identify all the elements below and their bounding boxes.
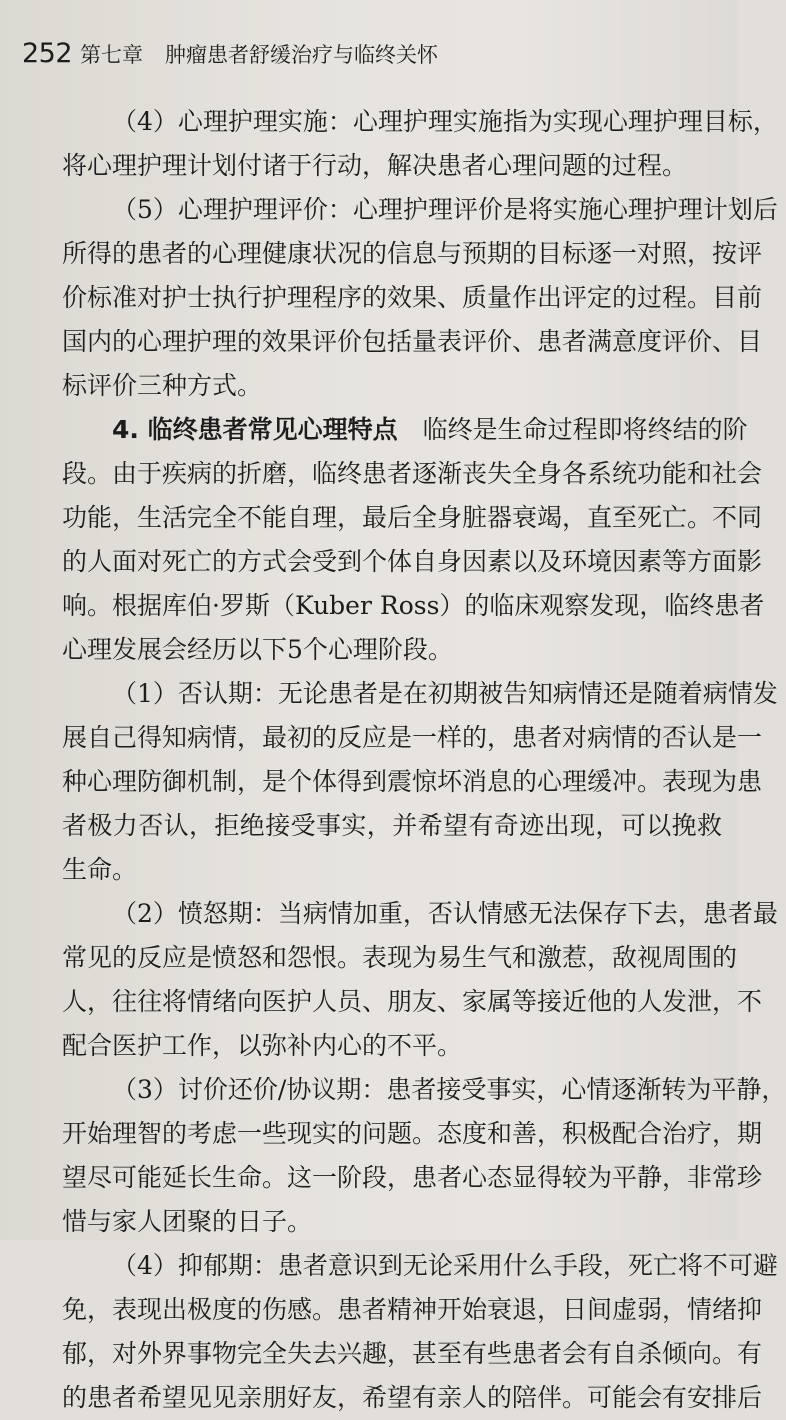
text-line — [62, 1200, 722, 1244]
text-line — [62, 100, 778, 144]
line-text: 生命。 — [62, 855, 138, 884]
text-line — [62, 188, 778, 232]
text-line — [62, 848, 722, 892]
line-text: 望尽可能延长生命。这一阶段，患者心态显得较为平静，非常珍 — [62, 1163, 763, 1192]
line-text: 郁，对外界事物完全失去兴趣，甚至有些患者会有自杀倾向。有 — [62, 1339, 763, 1368]
line-text: 所得的患者的心理健康状况的信息与预期的目标逐一对照，按评 — [62, 239, 763, 268]
line-text: 将心理护理计划付诸于行动，解决患者心理问题的过程。 — [62, 151, 688, 180]
line-text: 响。根据库伯·罗斯（Kuber Ross）的临床观察发现，临终患者 — [62, 591, 765, 620]
text-line — [62, 892, 778, 936]
line-text: 人，往往将情绪向医护人员、朋友、家属等接近他的人发泄，不 — [62, 987, 763, 1016]
running-header — [22, 38, 438, 78]
line-text: 段。由于疾病的折磨，临终患者逐渐丧失全身各系统功能和社会 — [62, 459, 763, 488]
line-text: 的人面对死亡的方式会受到个体自身因素以及环境因素等方面影 — [62, 547, 763, 576]
text-line — [62, 232, 763, 276]
text-line — [62, 804, 722, 848]
line-text: 惜与家人团聚的日子。 — [62, 1207, 313, 1236]
text-line — [62, 1288, 763, 1332]
line-text: （1）否认期：无论患者是在初期被告知病情还是随着病情发 — [112, 679, 778, 708]
text-line — [62, 320, 763, 364]
line-text: （3）讨价还价/协议期：患者接受事实，心情逐渐转为平静， — [112, 1075, 786, 1104]
text-line — [62, 760, 763, 804]
line-text: 开始理智的考虑一些现实的问题。态度和善，积极配合治疗，期 — [62, 1119, 763, 1148]
text-line — [62, 144, 722, 188]
line-text: （4）抑郁期：患者意识到无论采用什么手段，死亡将不可避 — [112, 1251, 778, 1280]
line-text: 种心理防御机制，是个体得到震惊坏消息的心理缓冲。表现为患 — [62, 767, 763, 796]
line-text: 功能，生活完全不能自理，最后全身脏器衰竭，直至死亡。不同 — [62, 503, 763, 532]
page-number: 252 — [22, 38, 73, 69]
text-line — [62, 1156, 763, 1200]
line-text: 临终是生命过程即将终结的阶 — [397, 415, 748, 444]
line-text: 者极力否认，拒绝接受事实，并希望有奇迹出现，可以挽救 — [62, 811, 722, 840]
body-text — [62, 100, 786, 1420]
text-line — [62, 452, 763, 496]
text-line — [62, 496, 763, 540]
text-line — [62, 1024, 722, 1068]
text-line — [62, 1332, 763, 1376]
text-line — [62, 408, 748, 452]
text-line — [62, 1068, 786, 1112]
text-line — [62, 716, 763, 760]
line-text: 的患者希望见见亲朋好友，希望有亲人的陪伴。可能会有安排后 — [62, 1383, 763, 1412]
line-text: 标评价三种方式。 — [62, 371, 263, 400]
text-line — [62, 1244, 778, 1288]
line-text: 价标准对护士执行护理程序的效果、质量作出评定的过程。目前 — [62, 283, 763, 312]
text-line — [62, 1376, 763, 1420]
line-text: （4）心理护理实施：心理护理实施指为实现心理护理目标， — [112, 107, 778, 136]
line-text: 免，表现出极度的伤感。患者精神开始衰退，日间虚弱，情绪抑 — [62, 1295, 763, 1324]
text-line — [62, 980, 763, 1024]
line-text: 常见的反应是愤怒和怨恨。表现为易生气和激惹，敌视周围的 — [62, 943, 738, 972]
line-text: 配合医护工作，以弥补内心的不平。 — [62, 1031, 463, 1060]
line-text: （2）愤怒期：当病情加重，否认情感无法保存下去，患者最 — [112, 899, 778, 928]
chapter-label: 第七章 — [80, 43, 144, 67]
text-line — [62, 936, 738, 980]
line-text: 国内的心理护理的效果评价包括量表评价、患者满意度评价、目 — [62, 327, 763, 356]
text-line — [62, 1112, 763, 1156]
text-line — [62, 628, 722, 672]
line-text: 心理发展会经历以下5个心理阶段。 — [62, 635, 453, 664]
text-line — [62, 672, 778, 716]
text-line — [62, 584, 765, 628]
text-line — [62, 540, 763, 584]
running-title: 肿瘤患者舒缓治疗与临终关怀 — [165, 43, 439, 67]
text-line — [62, 276, 763, 320]
line-text: （5）心理护理评价：心理护理评价是将实施心理护理计划后 — [112, 195, 778, 224]
section-heading: 4. 临终患者常见心理特点 — [112, 415, 398, 444]
line-text: 展自己得知病情，最初的反应是一样的，患者对病情的否认是一 — [62, 723, 763, 752]
text-line — [62, 364, 722, 408]
